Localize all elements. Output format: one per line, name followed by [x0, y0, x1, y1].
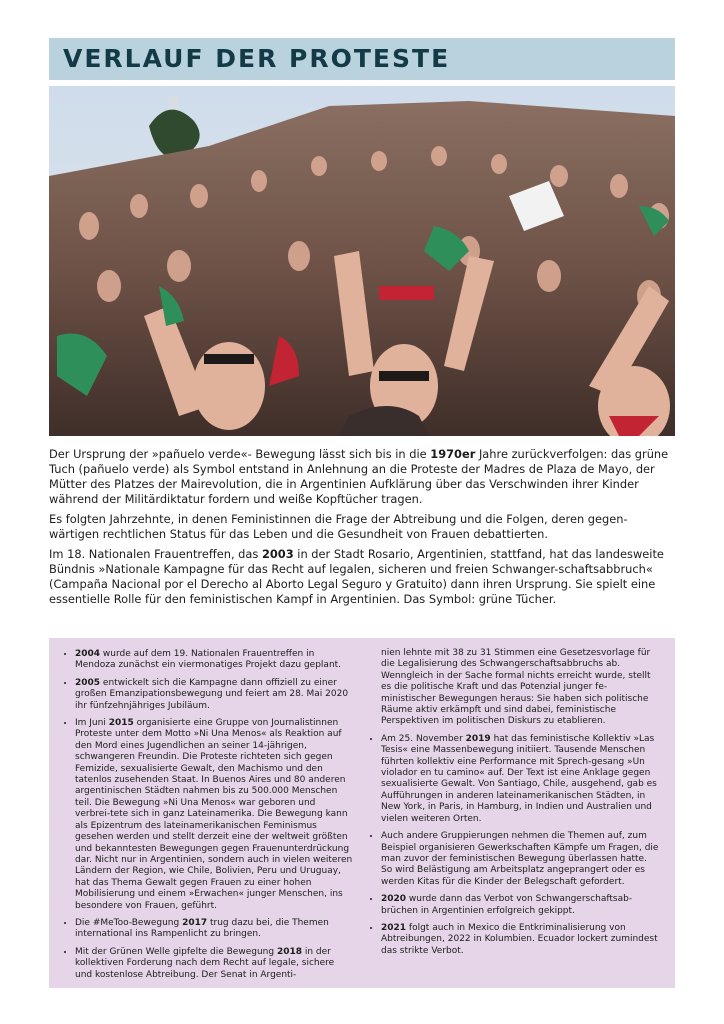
timeline-item: • Am 25. November 2019 hat das feministische Kollektiv »Las Tesis« eine Massenbewegung initiiert. Tausende Menschen führten kollektiv eine Performance mit Sprech-gesang »Un violador en tu camino« auf. Der Text ist eine Anklage gegen sexualisierte Gewalt. Von Santiago, Chile, ausgehend, gab es Aufführungen in anderen lateinamerikanischen Städten, in New York, in Paris, in Hamburg, in Indien und Australien und vielen weiteren Orten.: [381, 733, 659, 825]
timeline-item: • Die #MeToo-Bewegung 2017 trug dazu bei, die Themen international ins Rampenlicht zu bringen.: [75, 917, 353, 941]
timeline-right-column: [371, 648, 659, 988]
intro-paragraph-3: Im 18. Nationalen Frauentreffen, das 2003 in der Stadt Rosario, Argentinien, stattfand, hat das landesweite Bündnis »Nationale Kampagne für das Recht auf legalen, sicheren und freien Schwanger-schaftsabbruch« (Campaña Nacional por el Derecho al Aborto Legal Seguro y Gratuito) dann ihren Ursprung. Sie spielt eine essentielle Rolle für den feministischen Kampf in Argentinien. Das Symbol: grüne Tücher.: [49, 547, 664, 606]
timeline-item: • Im Juni 2015 organisierte eine Gruppe von Journalistinnen Proteste unter dem Motto »Ni Una Menos« als Reaktion auf den Mord eines Jugendlichen an seiner 14-jährigen, schwangeren Freundin. Die Proteste richteten sich gegen Femizide, sexualisierte Gewalt, den Machismo und den tatenlos zusehenden Staat. In Buenos Aires und 80 anderen argentinischen Städten nahmen bis zu 500.000 Menschen teil. Die Bewegung »Ni Una Menos« war geboren und verbrei-tete sich in ganz Lateinamerika. Die Bewegung kann als Epizentrum des lateinamerikanischen Feminismus gesehen werden und stellt derzeit eine der weltweit größten und bekanntesten Bewegungen gegen Frauenunterdrückung dar. Nicht nur in Argentinien, sondern auch in vielen weiteren Ländern der Region, wie Chile, Bolivien, Peru und Uruguay, hat das Thema Gewalt gegen Frauen zu einer hohen Mobilisierung und einem »Erwachen« junger Menschen, ins besondere von Frauen, geführt.: [75, 717, 353, 912]
timeline-left-column: [65, 648, 353, 988]
timeline-item: • 2004 wurde auf dem 19. Nationalen Frauentreffen in Mendoza zunächst ein viermonatiges Projekt dazu geplant.: [75, 648, 353, 672]
timeline-item: • 2005 entwickelt sich die Kampagne dann offiziell zu einer großen Emanzipationsbewegung und feiert am 28. Mai 2020 ihr fünfzehnjähriges Jubiläum.: [75, 677, 353, 712]
title-banner: [49, 38, 675, 80]
protest-crowd-photo: [49, 86, 675, 436]
timeline-box: [49, 638, 675, 988]
timeline-item: • Mit der Grünen Welle gipfelte die Bewegung 2018 in der kollektiven Forderung nach dem Recht auf legale, sichere und kostenlose Abtreibung. Der Senat in Argenti-: [75, 946, 353, 981]
intro-paragraph-1: Der Ursprung der »pañuelo verde«- Bewegung lässt sich bis in die 1970er Jahre zurückverfolgen: das grüne Tuch (pañuelo verde) als Symbol entstand in Anlehnung an die Proteste der Madres de Plaza de Mayo, der Mütter des Platzes der Mairevolution, die in Argentinien Aufklärung über das Verschwinden ihrer Kinder während der Militärdiktatur fordern und weiße Kopftücher tragen.: [49, 447, 669, 506]
intro-paragraph-2: Es folgten Jahrzehnte, in denen Feministinnen die Frage der Abtreibung und die Folgen, deren gegen-wärtigen rechtlichen Status für das Leben und die Gesundheit von Frauen debattierten.: [49, 512, 628, 541]
page-title: VERLAUF DER PROTESTE: [63, 44, 451, 73]
timeline-item: • 2021 folgt auch in Mexico die Entkriminalisierung von Abtreibungen, 2022 in Kolumbien. Ecuador lockert zumindest das strikte Verbot.: [381, 922, 659, 957]
timeline-continuation: nien lehnte mit 38 zu 31 Stimmen eine Gesetzesvorlage für die Legalisierung des Schwangerschaftsabbruchs ab. Wenngleich in der Sache formal nichts erreicht wurde, stellt es die politische Kraft und das Potenzial junger fe-ministischer Bewegungen heraus: Sie haben sich politische Räume aktiv erkämpft und sind dabei, feministische Perspektiven im politischen Diskurs zu etablieren.: [381, 648, 651, 727]
timeline-item: • Auch andere Gruppierungen nehmen die Themen auf, zum Beispiel organisieren Gewerkschaften Kämpfe um Fragen, die man zuvor der feministischen Bewegung überlassen hatte. So wird Belästigung am Arbeitsplatz angeprangert oder es werden Kitas für die Kinder der Belegschaft gefordert.: [381, 830, 659, 888]
intro-text: [49, 447, 677, 612]
timeline-item: • 2020 wurde dann das Verbot von Schwangerschaftsab-brüchen in Argentinien erfolgreich gekippt.: [381, 893, 659, 917]
